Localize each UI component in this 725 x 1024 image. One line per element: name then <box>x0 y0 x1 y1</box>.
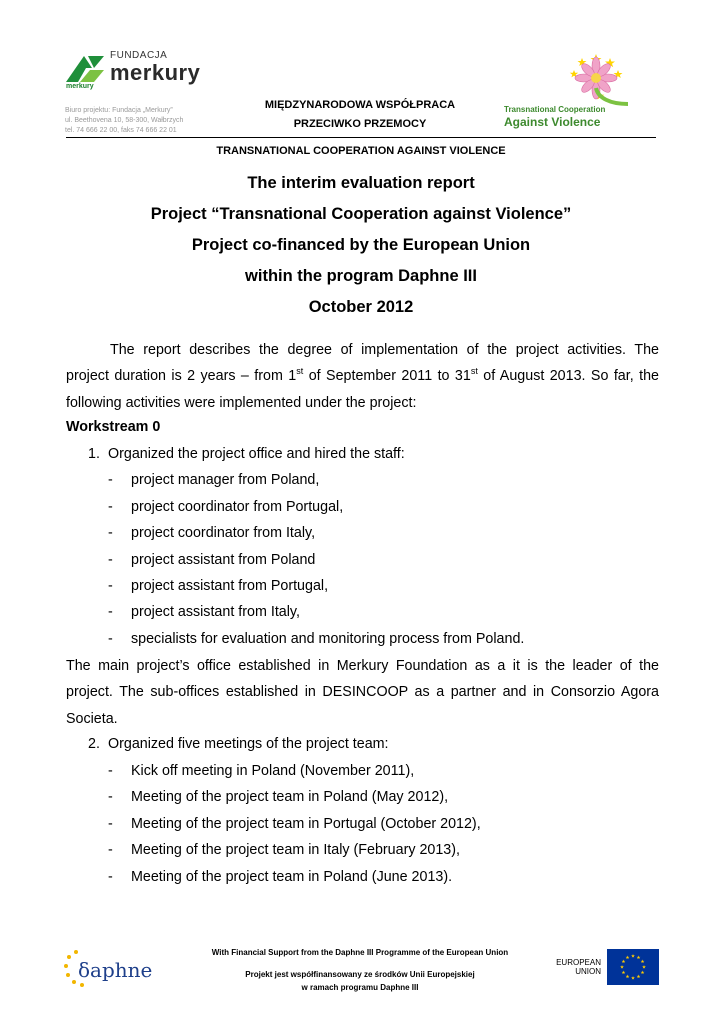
intro-line <box>66 363 659 389</box>
intro-line <box>66 337 659 363</box>
bullet-text: Meeting of the project team in Italy (February 2013), <box>131 842 460 858</box>
bullet-dash: - <box>108 604 113 620</box>
daphne-logo <box>64 948 164 990</box>
project-title: Project “Transnational Cooperation against Violence” <box>150 205 572 223</box>
office-line: project. The sub-offices established in DESINCOOP as a partner and in Consorzio Agora <box>66 684 659 701</box>
office-line: tel. 74 666 22 00, faks 74 666 22 01 <box>65 127 177 134</box>
tcav-line2: Against Violence <box>504 115 601 129</box>
bullet-item <box>108 499 343 515</box>
item-text: Organized five meetings of the project team: <box>108 736 389 752</box>
bullet-text: specialists for evaluation and monitoring process from Poland. <box>131 631 525 647</box>
report-title: The interim evaluation report <box>247 174 475 192</box>
bullet-dash: - <box>108 552 113 568</box>
logo-fund-text: FUNDACJA <box>110 50 168 61</box>
workstream-heading: Workstream 0 <box>66 419 161 435</box>
eu-flag-icon <box>607 949 659 985</box>
item-number: 1. <box>88 446 100 462</box>
bullet-text: Meeting of the project team in Poland (June 2013). <box>131 869 453 885</box>
intro-line: following activities were implemented under the project: <box>66 394 417 411</box>
intro-text: of August 2013. So far, the <box>477 368 659 385</box>
bullet-dash: - <box>108 789 113 805</box>
daphne-wordmark: δaphne <box>78 958 153 982</box>
intro-text: of September 2011 to 31 <box>303 368 471 385</box>
ordinal-suffix: st <box>470 366 478 377</box>
bullet-dash: - <box>108 763 113 779</box>
office-line: Societa. <box>66 710 118 727</box>
bullet-dash: - <box>108 631 113 647</box>
bullet-text: Kick off meeting in Poland (November 2011), <box>131 763 415 779</box>
tcav-logo <box>500 48 640 134</box>
bullet-dash: - <box>108 816 113 832</box>
project-office-info <box>65 106 183 136</box>
header-title <box>240 96 480 134</box>
office-line: The main project’s office established in Merkury Foundation as a it is the leader of the <box>66 658 659 674</box>
bullet-item <box>108 472 319 488</box>
intro-paragraph <box>66 337 659 416</box>
subheader: TRANSNATIONAL COOPERATION AGAINST VIOLENCE <box>216 145 506 157</box>
bullet-dash: - <box>108 499 113 515</box>
office-line: ul. Beethovena 10, 58-300, Wałbrzych <box>65 117 184 124</box>
footer-support-pl: w ramach programu Daphne III <box>301 983 419 992</box>
bullet-text: Meeting of the project team in Poland (May 2012), <box>131 789 449 805</box>
bullet-item <box>108 789 448 805</box>
bullet-text: project assistant from Poland <box>131 552 316 568</box>
bullet-text: project assistant from Italy, <box>131 604 300 620</box>
intro-text: project duration is 2 years – from 1 <box>66 368 297 385</box>
date-line: October 2012 <box>308 298 414 316</box>
bullet-item <box>108 631 524 647</box>
eu-label <box>555 958 601 976</box>
logo-small-text: merkury <box>66 83 94 90</box>
eu-label-line: UNION <box>575 967 601 976</box>
bullet-item <box>108 578 328 594</box>
tcav-line1: Transnational Cooperation <box>504 105 606 114</box>
bullet-item <box>108 816 481 832</box>
list-item <box>88 446 405 462</box>
bullet-item <box>108 604 300 620</box>
item-text: Organized the project office and hired the staff: <box>108 446 405 462</box>
office-line: Biuro projektu: Fundacja „Merkury” <box>65 107 173 114</box>
bullet-text: project coordinator from Portugal, <box>131 499 344 515</box>
program-line: within the program Daphne III <box>245 267 477 285</box>
bullet-text: project manager from Poland, <box>131 472 320 488</box>
bullet-text: project assistant from Portugal, <box>131 578 329 594</box>
bullet-dash: - <box>108 578 113 594</box>
intro-text: The report describes the degree of implementation of the project activities. The <box>110 342 659 358</box>
cofinance-line: Project co-financed by the European Union <box>191 236 531 254</box>
merkury-logo <box>64 50 224 98</box>
item-number: 2. <box>88 736 100 752</box>
header-title-line: PRZECIWKO PRZEMOCY <box>293 118 427 130</box>
bullet-text: project coordinator from Italy, <box>131 525 316 541</box>
bullet-item <box>108 763 414 779</box>
bullet-dash: - <box>108 869 113 885</box>
eu-flag-svg <box>607 949 659 985</box>
bullet-item <box>108 842 460 858</box>
office-paragraph <box>66 653 659 732</box>
bullet-text: Meeting of the project team in Portugal (October 2012), <box>131 816 481 832</box>
footer-support-en: With Financial Support from the Daphne III Programme of the European Union <box>211 948 509 957</box>
eu-label-line: EUROPEAN <box>556 958 601 967</box>
bullet-item <box>108 869 452 885</box>
ordinal-suffix: st <box>296 366 304 377</box>
header-divider <box>66 137 656 138</box>
bullet-dash: - <box>108 472 113 488</box>
header-title-line: MIĘDZYNARODOWA WSPÓŁPRACA <box>264 99 456 111</box>
footer-support-pl: Projekt jest współfinansowany ze środków Unii Europejskiej <box>245 970 475 979</box>
logo-name-text: merkury <box>110 60 201 85</box>
bullet-dash: - <box>108 525 113 541</box>
list-item <box>88 736 389 752</box>
merkury-emblem-icon <box>64 52 112 86</box>
flower-icon <box>500 48 640 108</box>
bullet-item <box>108 552 315 568</box>
bullet-dash: - <box>108 842 113 858</box>
bullet-item <box>108 525 315 541</box>
